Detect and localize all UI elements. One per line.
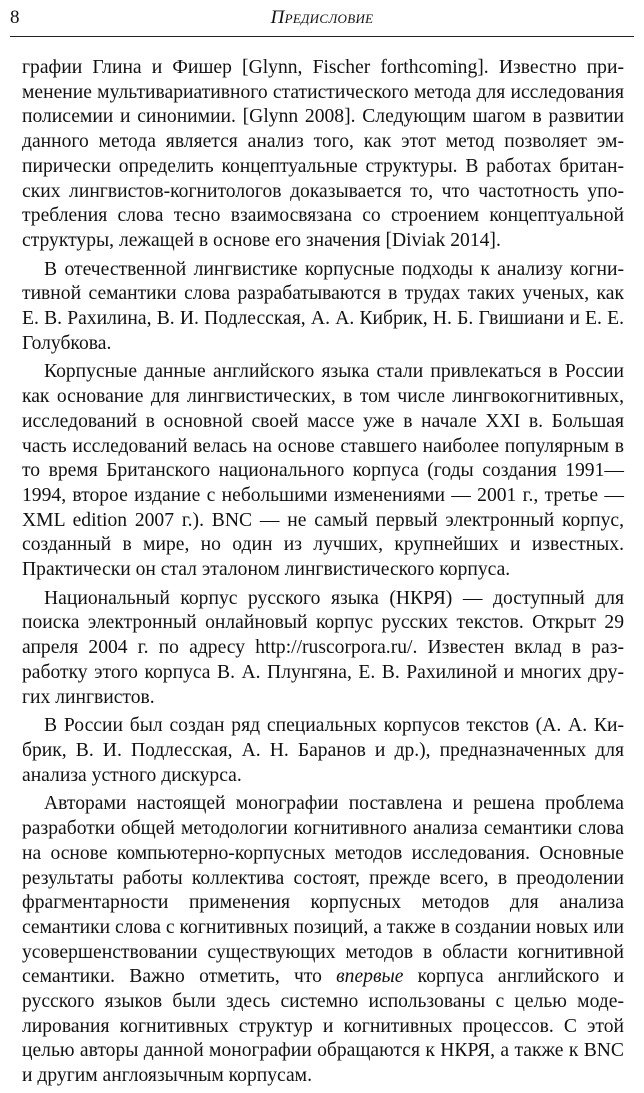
paragraph-text: Авторами настоящей монографии поставлена и решена проблема разработки общей методологии когнитивного анализа семантики слова на основе компьютерно-корпусных методов исследования. Основные результаты работы коллектива состоят, прежде всего, в преодолении фрагментарности применения корпусных методов для анализа семантики слова с когнитивных позиций, а также в создании новых или усовершенствовании существующих методов в области когнитивной семантики. Важно отметить, что — [22, 793, 624, 988]
running-title: Предисловие — [270, 7, 374, 28]
page-number: 8 — [10, 7, 20, 28]
body-text — [22, 56, 624, 1093]
paragraph: Корпусные данные английского языка стали привлекаться в России как основание для лингвистических, в том числе лингвокогнитивных, исследований в основной своей массе уже в начале XXI в. Большая часть исследований велась на основе ставшего наиболее популярным в то время Британского национального корпуса (годы создания 1991—1994, второе издание с небольшими изменениями — 2001 г., третье — XML edition 2007 г.). BNC — не самый первый электронный корпус, созданный в мире, но один из лучших, крупнейших и известных. Практически он стал эталоном лингвистического корпуса. — [22, 361, 624, 581]
emphasis-text: впервые — [336, 966, 404, 988]
paragraph-continued: графии Глина и Фишер [Glynn, Fischer forthcoming]. Известно применение мультивариативного статистического метода для исследования полисемии и синонимии. [Glynn 2008]. Следующим шагом в развитии данного метода является анализ того, как этот метод позволяет эмпирически определить концептуальные структуры. В работах британских лингвистов-когнитологов доказывается то, что частотность употребления слова тесно взаимосвязана со строением концептуальной структуры, лежащей в основе его значения [Diviak 2014]. — [22, 57, 624, 251]
paragraph: В России был создан ряд специальных корпусов текстов (А. А. Кибрик, В. И. Подлесская, А. Н. Баранов и др.), предназначенных для анализа устного дискурса. — [22, 715, 624, 786]
paragraph: В отечественной лингвистике корпусные подходы к анализу когнитивной семантики слова разрабатываются в трудах таких ученых, как Е. В. Рахилина, В. И. Подлесская, А. А. Кибрик, Н. Б. Гвишиани и Е. Е. Голубкова. — [22, 258, 624, 354]
header-rule — [10, 36, 634, 37]
page-header — [0, 0, 644, 40]
paragraph-text: корпуса английского и русского языков были здесь системно использованы с целью моделирования когнитивных структур и когнитивных процессов. С этой целью авторы данной монографии обращаются к НКРЯ, а также к BNC и другим англоязычным корпусам. — [22, 966, 624, 1087]
paragraph — [22, 792, 624, 1088]
paragraph: Национальный корпус русского языка (НКРЯ) — доступный для поиска электронный онлайновый корпус русских текстов. Открыт 29 апреля 2004 г. по адресу http://ruscorpora.ru/. Известен вклад в разработку этого корпуса В. А. Плунгяна, Е. В. Рахилиной и многих других лингвистов. — [22, 587, 624, 708]
